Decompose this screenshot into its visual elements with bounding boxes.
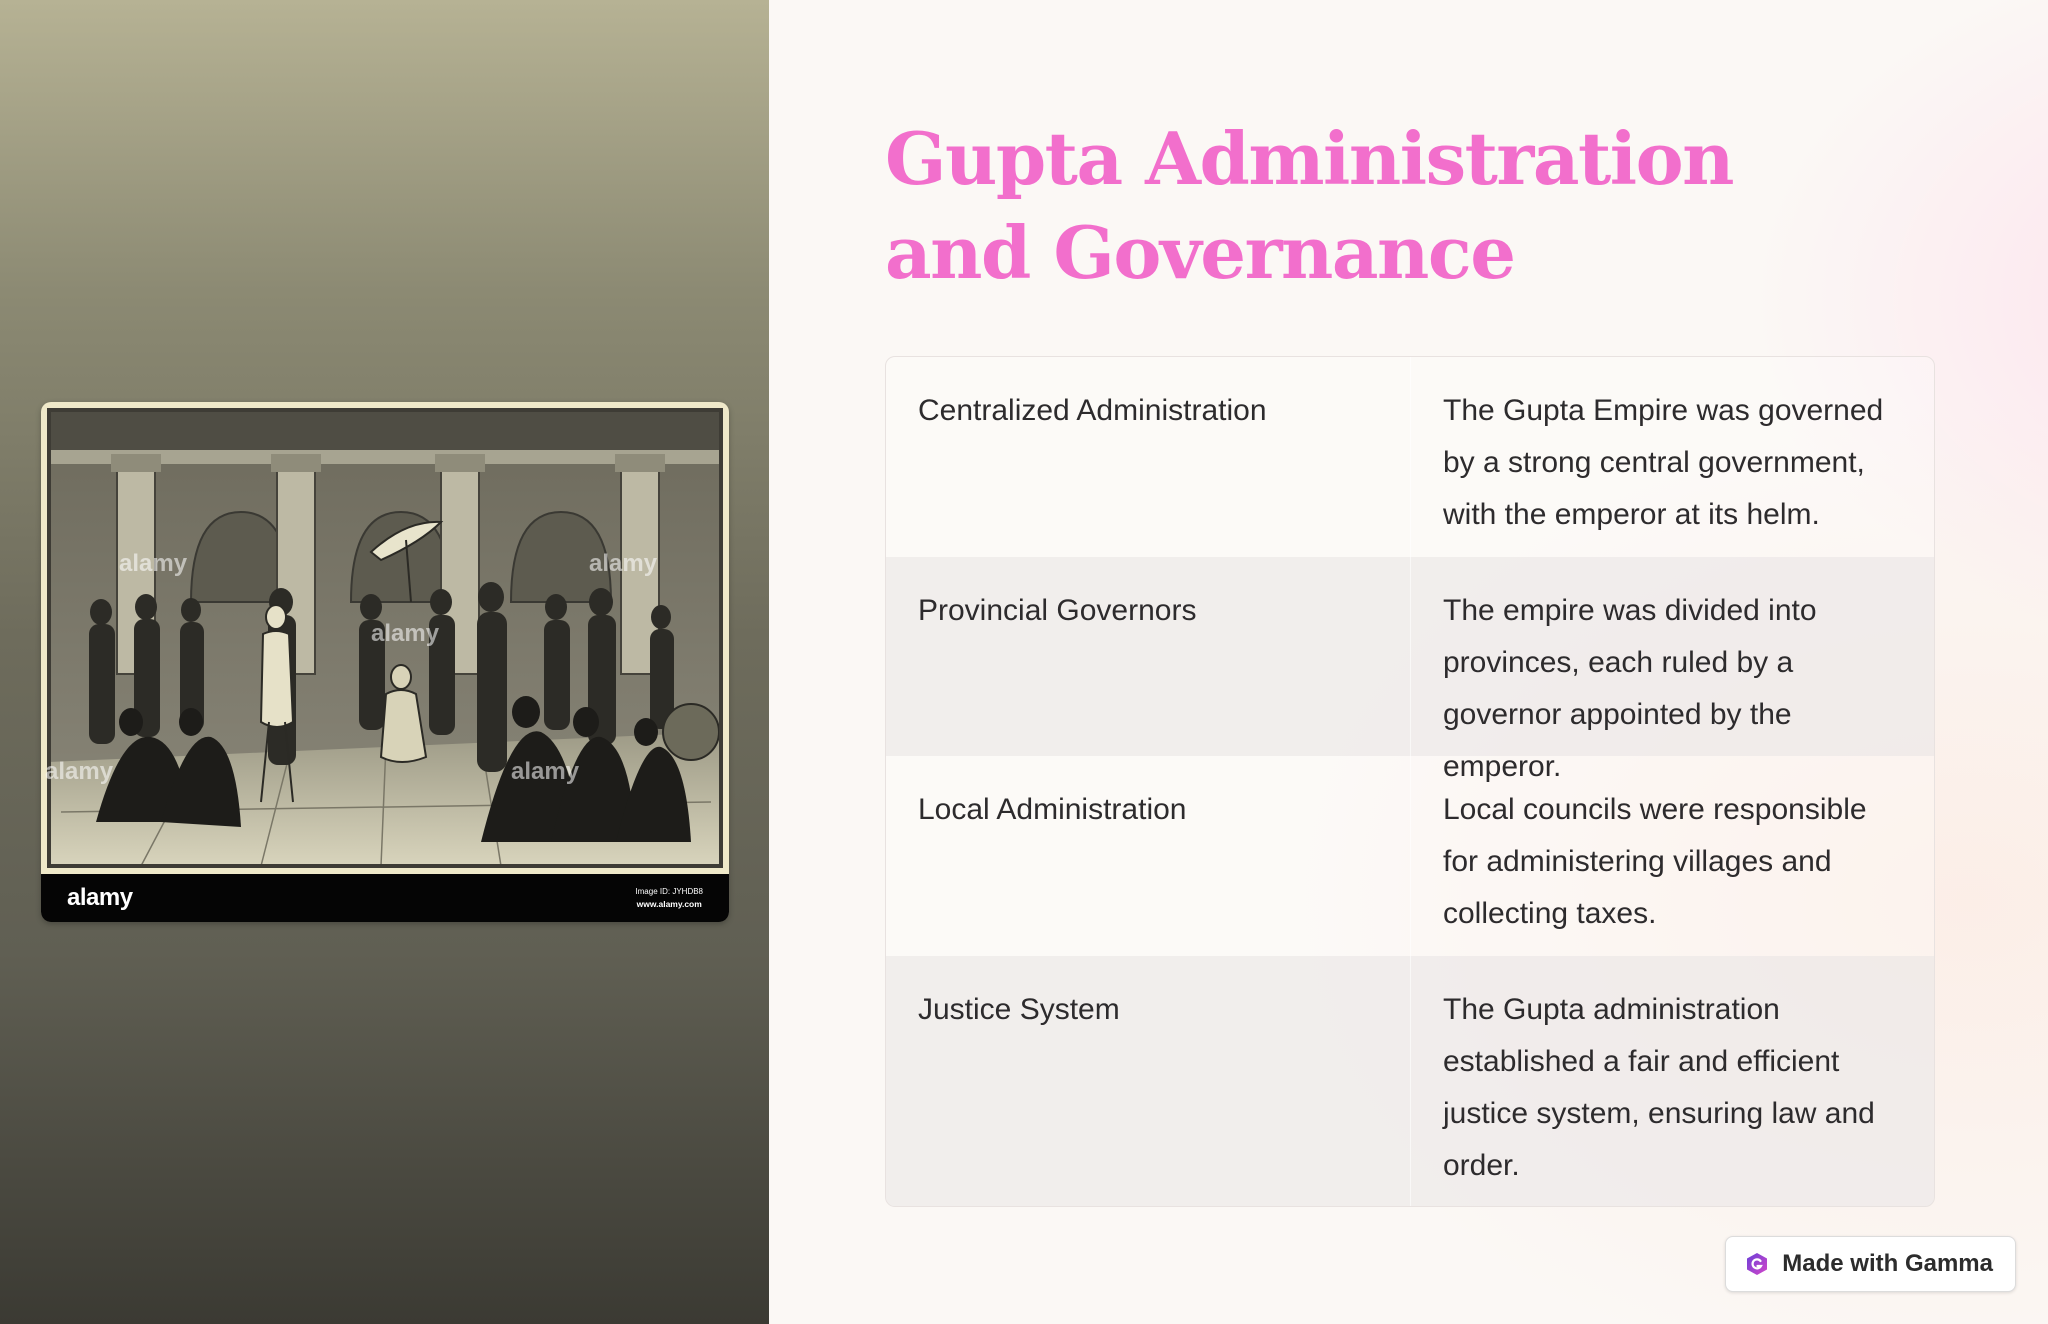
image-id: Image ID: JYHDB8 [635, 887, 703, 896]
image-footer-bar [41, 874, 729, 922]
content-panel [769, 0, 2048, 1324]
row-description: The Gupta administration established a fair and efficient justice system, ensuring law and order. [1410, 956, 1934, 1206]
made-with-gamma-badge[interactable] [1725, 1236, 2016, 1292]
image-site: www.alamy.com [636, 899, 702, 909]
governance-table [885, 356, 1935, 1207]
row-description: The empire was divided into provinces, each ruled by a governor appointed by the emperor. [1410, 557, 1934, 756]
badge-label: Made with Gamma [1782, 1250, 1993, 1277]
watermark-text: alamy [119, 550, 188, 577]
historical-engraving-image [41, 402, 729, 922]
table-row [886, 357, 1934, 557]
row-label: Justice System [918, 993, 1120, 1026]
row-description: The Gupta Empire was governed by a strong central government, with the emperor at its helm. [1410, 357, 1934, 557]
table-row [886, 557, 1934, 783]
table-row [886, 956, 1934, 1206]
row-label: Provincial Governors [918, 594, 1197, 627]
row-label: Centralized Administration [918, 394, 1267, 427]
watermark-text: alamy [589, 550, 658, 577]
image-meta [635, 886, 703, 910]
row-label: Local Administration [918, 793, 1187, 826]
gamma-logo-icon [1744, 1251, 1770, 1277]
watermark-text: alamy [511, 758, 580, 785]
row-description: Local councils were responsible for administering villages and collecting taxes. [1410, 756, 1934, 956]
image-panel [0, 0, 769, 1324]
alamy-logo: alamy [67, 884, 133, 911]
table-row [886, 756, 1934, 956]
watermark-text: alamy [371, 620, 440, 647]
page-title: Gupta Administration and Governance [885, 116, 1733, 295]
watermark-text: alamy [45, 758, 114, 785]
